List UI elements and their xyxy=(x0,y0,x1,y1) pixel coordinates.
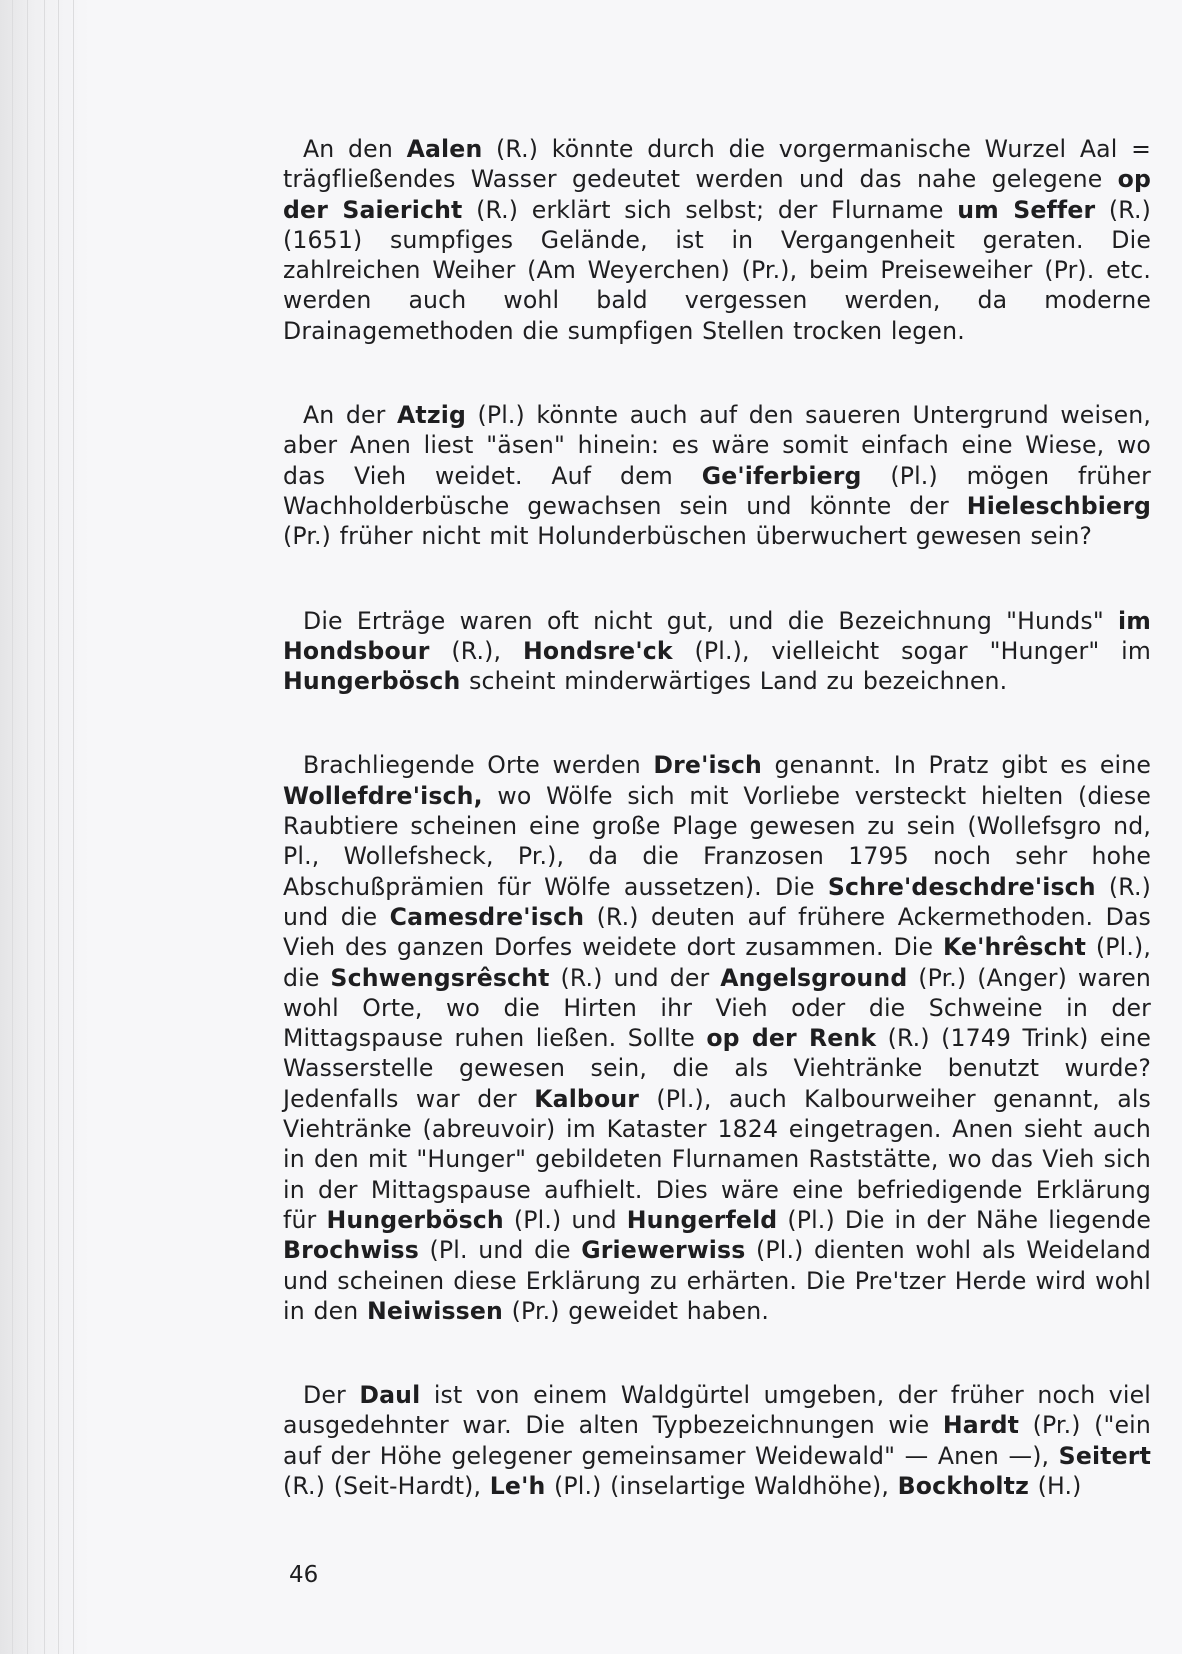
text-run: (R.) und die xyxy=(283,872,1151,931)
bold-place-name: Ke'hrêscht xyxy=(942,933,1087,962)
text-run: ist von einem Waldgürtel umgeben, der früher noch viel ausgedehnter war. Die alten Typbezeichnungen wie xyxy=(283,1381,1151,1440)
text-run: (R.) deuten auf frühere Ackermethoden. Das Vieh des ganzen Dorfes weidete dort zusammen. Die xyxy=(283,902,1151,962)
text-run: An den xyxy=(303,135,407,163)
text-run: (Pr.) früher nicht mit Holunderbüschen überwuchert gewesen sein? xyxy=(283,522,1093,551)
text-run: (H.) xyxy=(1028,1471,1082,1500)
paragraph-atzig xyxy=(283,400,1151,551)
bold-place-name: Griewerwiss xyxy=(581,1236,746,1265)
text-run: An der xyxy=(303,401,397,430)
text-run: (R.) und der xyxy=(549,963,721,992)
text-run: (Pl.) mögen früher Wachholderbüsche gewachsen sein und könnte der xyxy=(283,461,1151,520)
text-run: (R.), xyxy=(429,636,523,665)
bold-place-name: Angelsground xyxy=(720,963,908,992)
bold-place-name: Schwengsrêscht xyxy=(330,963,550,992)
text-run: (Pl.), die xyxy=(283,933,1151,992)
text-run: wo Wölfe sich mit Vorliebe versteckt hielten (diese Raubtiere scheinen eine große Plage gewesen zu sein (Wollefsgro nd, Pl., Wollefsheck, Pr.), da die Franzosen 1795 noch sehr hohe Abschußprämien für Wölfe aussetzen). Die xyxy=(283,781,1151,901)
text-run: Die Erträge waren oft nicht gut, und die Bezeichnung "Hunds" xyxy=(303,606,1119,635)
bold-place-name: Schre'deschdre'isch xyxy=(827,872,1096,901)
bold-place-name: Dre'isch xyxy=(653,751,762,780)
page-number: 46 xyxy=(289,1562,319,1588)
text-run: (R.) (1651) sumpfiges Gelände, ist in Vergangenheit geraten. Die zahlreichen Weiher (Am Weyerchen) (Pr.), beim Preiseweiher (Pr). etc. werden auch wohl bald vergessen werden, da moderne Drainagemethoden die sumpfigen Stellen trocken legen. xyxy=(283,195,1151,345)
paragraph-daul xyxy=(283,1380,1151,1501)
text-run: (Pl.), auch Kalbourweiher genannt, als Viehtränke (abreuvoir) im Kataster 1824 eingetragen. Anen sieht auch in den mit "Hunger" gebildeten Flurnamen Raststätte, wo das Vieh sich in der Mittagspause aufhielt. Dies wäre eine befriedigende Erklärung für xyxy=(283,1084,1151,1234)
text-run: (Pl.) dienten wohl als Weideland und scheinen diese Erklärung zu erhärten. Die Pre'tzer Herde wird wohl in den xyxy=(283,1236,1151,1325)
body-text xyxy=(283,134,1151,1555)
bold-place-name: Wollefdre'isch, xyxy=(283,781,483,810)
text-run: Der xyxy=(303,1381,360,1410)
bold-place-name: Camesdre'isch xyxy=(389,902,585,931)
bold-place-name: Ge'iferbierg xyxy=(701,461,862,490)
bold-place-name: Atzig xyxy=(397,401,466,430)
text-run: Brachliegende Orte werden xyxy=(303,751,654,780)
text-run: (Pr.) ("ein auf der Höhe gelegener gemeinsamer Weidewald" — Anen —), xyxy=(283,1411,1151,1470)
page-binding-edge xyxy=(0,0,90,1654)
bold-place-name: um Seffer xyxy=(957,195,1096,224)
bold-place-name: Kalbour xyxy=(534,1084,640,1113)
text-run: (Pl.) Die in der Nähe liegende xyxy=(777,1205,1151,1234)
bold-place-name: op der Renk xyxy=(706,1024,877,1053)
text-run: (R.) (1749 Trink) eine Wasserstelle gewesen sein, die als Viehtränke benutzt wurde? Jedenfalls war der xyxy=(283,1024,1151,1113)
bold-place-name: Daul xyxy=(359,1381,421,1410)
bold-place-name: Neiwissen xyxy=(367,1296,503,1325)
text-run: genannt. In Pratz gibt es eine xyxy=(761,751,1151,780)
text-run: (Pr.) (Anger) waren wohl Orte, wo die Hirten ihr Vieh oder die Schweine in der Mittagspause ruhen ließen. Sollte xyxy=(283,963,1152,1053)
bold-place-name: Hondsre'ck xyxy=(522,636,673,665)
text-run: (Pl.) (inselartige Waldhöhe), xyxy=(545,1471,898,1500)
paragraph-hunds xyxy=(283,606,1151,697)
text-run: (Pl.) könnte auch auf den saueren Untergrund weisen, aber Anen liest "äsen" hinein: es wäre somit einfach eine Wiese, wo das Vieh weidet. Auf dem xyxy=(283,401,1152,490)
bold-place-name: Aalen xyxy=(406,135,483,163)
bold-place-name: Bockholtz xyxy=(897,1471,1029,1500)
bold-place-name: Le'h xyxy=(489,1471,546,1500)
paragraph-dreisch xyxy=(283,750,1151,1326)
text-run: scheint minderwärtiges Land zu bezeichnen. xyxy=(460,667,1008,696)
bold-place-name: Hardt xyxy=(942,1411,1020,1440)
text-run: (Pl. und die xyxy=(418,1236,582,1265)
bold-place-name: Hieleschbierg xyxy=(966,491,1151,520)
bold-place-name: Hungerfeld xyxy=(626,1205,778,1234)
bold-place-name: Hungerbösch xyxy=(326,1205,504,1234)
bold-place-name: op der Saiericht xyxy=(283,165,1151,224)
paragraph-aalen xyxy=(283,134,1151,346)
text-run: (R.) könnte durch die vorgermanische Wurzel Aal = trägfließendes Wasser gedeutet werden und das nahe gelegene xyxy=(283,135,1151,194)
text-run: (Pl.) und xyxy=(503,1205,627,1234)
bold-place-name: im Hondsbour xyxy=(283,606,1151,665)
bold-place-name: Hungerbösch xyxy=(283,667,461,696)
text-run: (Pl.), vielleicht sogar "Hunger" im xyxy=(672,636,1151,665)
text-run: (R.) erklärt sich selbst; der Flurname xyxy=(462,195,958,224)
text-run: (Pr.) geweidet haben. xyxy=(502,1296,769,1325)
text-run: (R.) (Seit-Hardt), xyxy=(283,1471,490,1500)
bold-place-name: Seitert xyxy=(1058,1441,1151,1470)
bold-place-name: Brochwiss xyxy=(283,1236,419,1265)
